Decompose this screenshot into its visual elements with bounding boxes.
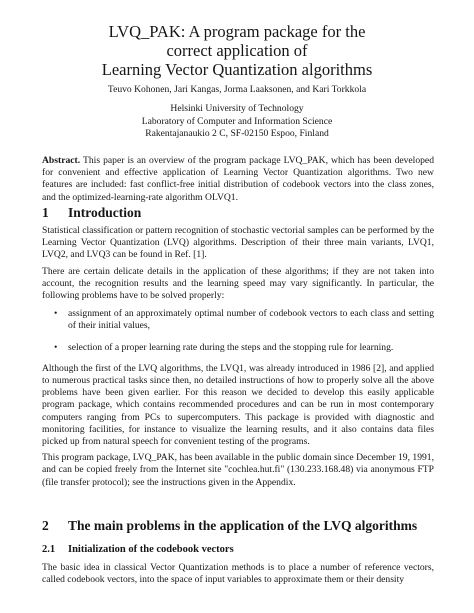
section-heading-main-problems bbox=[42, 518, 434, 534]
title-line-2: correct application of bbox=[166, 41, 308, 60]
problem-list bbox=[42, 308, 434, 354]
abstract-label: Abstract. bbox=[42, 155, 81, 166]
section-title: The main problems in the application of the LVQ algorithms bbox=[68, 518, 418, 533]
affiliation bbox=[40, 103, 434, 141]
paper-title bbox=[40, 22, 434, 79]
bullet-icon: • bbox=[54, 308, 58, 320]
affiliation-line-1: Helsinki University of Technology bbox=[170, 103, 304, 114]
section-number: 1 bbox=[42, 205, 49, 220]
title-line-3: Learning Vector Quantization algorithms bbox=[101, 60, 373, 79]
section-number: 2 bbox=[42, 518, 49, 533]
list-item bbox=[42, 308, 434, 332]
paragraph: Statistical classification or pattern recognition of stochastic vectorial samples can be performed by the Learning Vector Quantization (LVQ) algorithms. Description of their three main variants, LVQ1, LVQ2, and LVQ3 can be found in Ref. [1]. bbox=[42, 225, 434, 261]
list-item-text: selection of a proper learning rate during the steps and the stopping rule for learning. bbox=[68, 341, 394, 353]
subsection-heading-initialization bbox=[42, 543, 434, 556]
author-list: Teuvo Kohonen, Jari Kangas, Jorma Laaksonen, and Kari Torkkola bbox=[107, 84, 367, 95]
affiliation-line-3: Rakentajanaukio 2 C, SF-02150 Espoo, Finland bbox=[145, 128, 329, 140]
list-item-text: assignment of an approximately optimal number of codebook vectors to each class and setting of their initial values, bbox=[68, 308, 434, 332]
affiliation-line-2: Laboratory of Computer and Information Science bbox=[141, 115, 333, 127]
initialization-body bbox=[42, 562, 434, 590]
list-item bbox=[42, 342, 434, 354]
section-title: Introduction bbox=[68, 205, 142, 220]
bullet-icon: • bbox=[54, 341, 58, 353]
title-line-1: LVQ_PAK: A program package for the bbox=[108, 22, 366, 41]
paragraph: This program package, LVQ_PAK, has been available in the public domain since December 19, 1991, and can be copied freely from the Internet site "cochlea.hut.fi" (130.233.168.48) via anonymous FTP (file transfer protocol); see the instructions given in the Appendix. bbox=[42, 452, 434, 488]
abstract bbox=[42, 155, 434, 208]
paragraph: There are certain delicate details in the application of these algorithms; if they are not taken into account, the recognition results and the learning speed may vary significantly. In particular, the following problems have to be solved properly: bbox=[42, 265, 434, 302]
paragraph: The basic idea in classical Vector Quantization methods is to place a number of reference vectors, called codebook vectors, into the space of input variables to approximate them or their density bbox=[42, 562, 434, 586]
section-heading-introduction bbox=[42, 205, 434, 221]
abstract-text: This paper is an overview of the program package LVQ_PAK, which has been developed for convenient and effective application of Learning Vector Quantization algorithms. Two new features are included: fast conflict-free initial distribution of codebook vectors into the class zones, and the optimized-learning-rate algorithm OLVQ1. bbox=[42, 155, 434, 203]
paragraph: Although the first of the LVQ algorithms, the LVQ1, was already introduced in 1986 [2], and applied to numerous practical tasks since then, no detailed instructions of how to properly solve all the above problems have been given earlier. For this reason we decided to develop this easily applicable program package, which contains recommended procedures and can be run in most contemporary computers ranging from PCs to supercomputers. This package is provided with diagnostic and monitoring facilities, for instance to visualize the learning results, and it also contains data files picked up from natural speech for convenient testing of the programs. bbox=[42, 362, 434, 448]
subsection-title: Initialization of the codebook vectors bbox=[68, 544, 234, 555]
introduction-body bbox=[42, 225, 434, 493]
subsection-number: 2.1 bbox=[42, 544, 56, 555]
